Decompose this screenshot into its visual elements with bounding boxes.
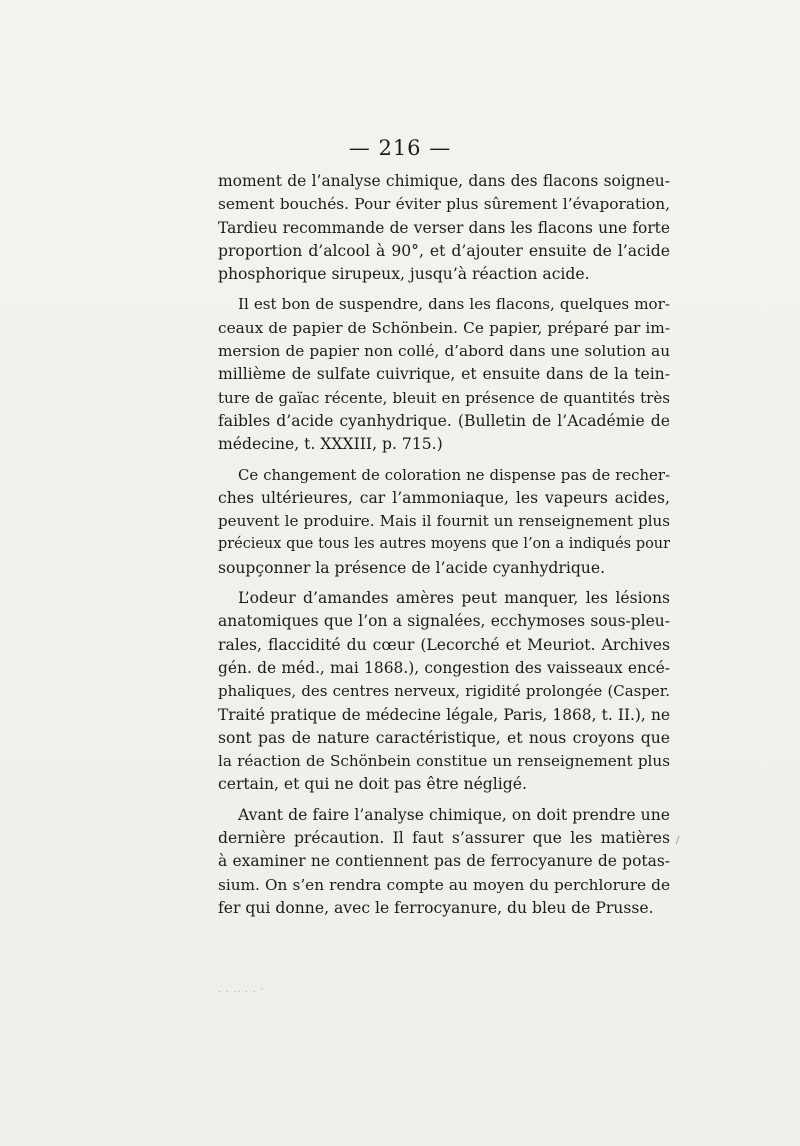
text-line: ceaux de papier de Schönbein. Ce papier, préparé par im- [218,318,670,337]
text-line: la réaction de Schönbein constitue un renseignement plus [218,752,670,771]
scan-specks: . . .. . . · [218,985,265,995]
text-line: anatomiques que l’on a signalées, ecchymoses sous-pleu- [218,612,670,631]
text-line: fer qui donne, avec le ferrocyanure, du bleu de Prusse. [218,898,654,917]
text-line: rales, flaccidité du cœur (Lecorché et Meuriot. Archives [218,635,670,654]
body-text [218,170,670,920]
text-line: à examiner ne contiennent pas de ferrocyanure de potas- [218,852,670,871]
text-line: faibles d’acide cyanhydrique. (Bulletin de l’Académie de [218,411,670,430]
paragraph-3 [218,464,670,580]
paragraph-2 [218,293,670,456]
text-line: médecine, t. XXXIII, p. 715.) [218,435,443,454]
text-line: Traité pratique de médecine légale, Paris, 1868, t. II.), ne [218,705,670,724]
text-line: moment de l’analyse chimique, dans des flacons soigneu- [218,172,670,190]
text-line: millième de sulfate cuivrique, et ensuite dans de la tein- [218,365,670,384]
text-line: ture de gaïac récente, bleuit en présence de quantités très [218,388,670,407]
text-line: gén. de méd., mai 1868.), congestion des vaisseaux encé- [218,658,670,677]
text-line: ches ultérieures, car l’ammoniaque, les vapeurs acides, [218,488,670,507]
paragraph-4 [218,587,670,797]
margin-mark: / [676,835,680,846]
page-number: — 216 — [348,136,452,160]
text-line: peuvent le produire. Mais il fournit un renseignement plus [218,512,670,531]
text-line: Tardieu recommande de verser dans les flacons une forte [218,218,670,237]
text-line: sement bouchés. Pour éviter plus sûrement l’évaporation, [218,195,670,214]
text-line: proportion d’alcool à 90°, et d’ajouter ensuite de l’acide [218,241,670,260]
text-line: phosphorique sirupeux, jusqu’à réaction acide. [218,265,590,284]
text-line: dernière précaution. Il faut s’assurer que les matières [218,829,670,848]
text-line: soupçonner la présence de l’acide cyanhydrique. [218,558,606,577]
text-line: L’odeur d’amandes amères peut manquer, les lésions [238,589,670,608]
text-line: sont pas de nature caractéristique, et nous croyons que [218,728,670,747]
paragraph-1 [218,170,670,286]
text-line: phaliques, des centres nerveux, rigidité prolongée (Casper. [218,682,670,701]
text-line: Avant de faire l’analyse chimique, on doit prendre une [238,805,670,824]
text-line: précieux que tous les autres moyens que l’on a indiqués pour [218,536,670,553]
text-line: sium. On s’en rendra compte au moyen du perchlorure de [218,875,670,894]
text-line: Il est bon de suspendre, dans les flacons, quelques mor- [238,295,670,314]
paragraph-5 [218,804,670,920]
text-line: mersion de papier non collé, d’abord dans une solution au [218,342,670,361]
text-line: certain, et qui ne doit pas être négligé. [218,775,527,794]
text-line: Ce changement de coloration ne dispense pas de recher- [238,465,670,484]
